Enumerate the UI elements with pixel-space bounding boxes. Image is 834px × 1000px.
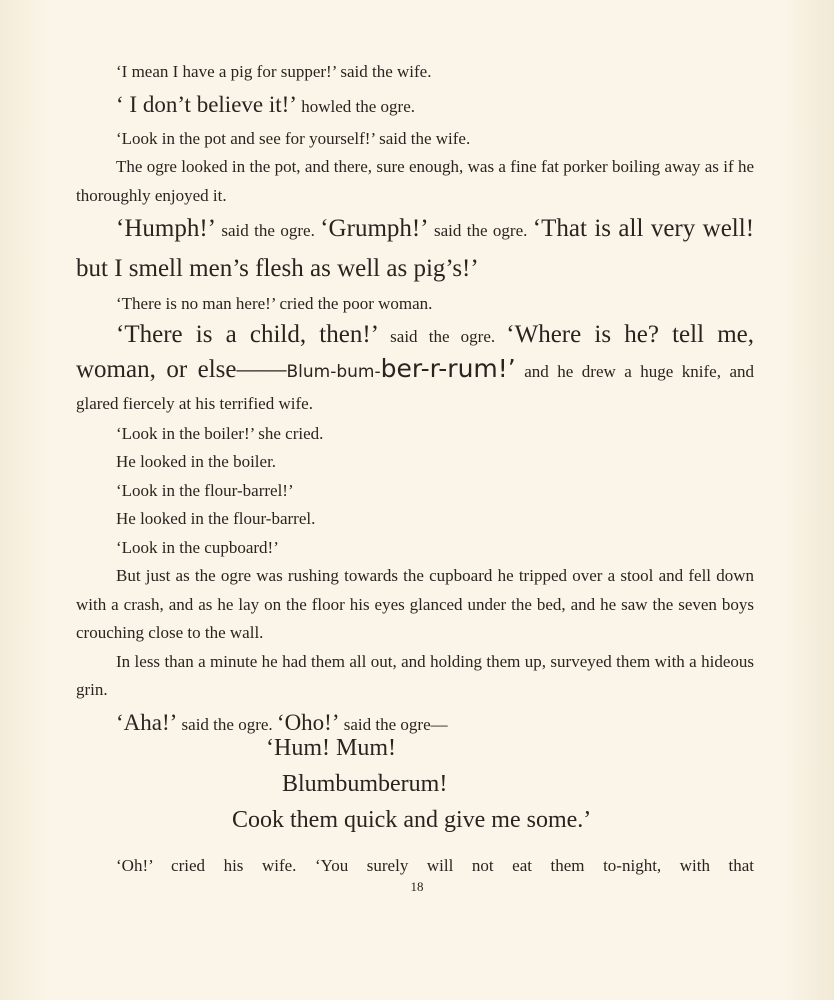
ogre-roar: ber-r-rum!’ xyxy=(380,353,516,383)
paragraph xyxy=(76,87,754,125)
ogre-exclamation: ‘Oho!’ xyxy=(276,709,340,735)
paragraph: ‘I mean I have a pig for supper!’ said the wife. xyxy=(116,62,432,81)
song-line: ‘Hum! Mum! xyxy=(266,735,396,761)
paragraph: ‘Look in the cupboard!’ xyxy=(116,537,279,557)
paragraph-text: said the ogre— xyxy=(339,714,448,734)
closing-paragraph xyxy=(76,852,754,880)
paragraph: But just as the ogre was rushing towards the cupboard he tripped over a stool and fell down with a crash, and as he lay on the floor his eyes glanced under the bed, and he saw the seven boys crouching close to the wall. xyxy=(76,566,754,642)
paragraph: ‘There is no man here!’ cried the poor woman. xyxy=(116,294,433,313)
paragraph: The ogre looked in the pot, and there, sure enough, was a fine fat porker boiling away as if he thoroughly enjoyed it. xyxy=(76,157,754,205)
ogre-exclamation: ‘Humph!’ xyxy=(116,215,216,242)
song-line: Cook them quick and give me some.’ xyxy=(232,807,592,833)
paragraph: In less than a minute he had them all out, and holding them up, surveyed them with a hideous grin. xyxy=(76,651,754,699)
paragraph: ‘Look in the pot and see for yourself!’ said the wife. xyxy=(116,128,471,148)
paragraph: He looked in the boiler. xyxy=(116,452,277,471)
paragraph-text: and he drew a huge knife, and glared fiercely at his terrified wife. xyxy=(76,361,755,413)
song-line: Blumbumberum! xyxy=(282,771,448,797)
paragraph-text: howled the ogre. xyxy=(296,96,415,116)
paragraph xyxy=(76,319,754,420)
paragraph: He looked in the flour-barrel. xyxy=(116,509,316,528)
story-text xyxy=(76,58,754,743)
paragraph-text: said the ogre. xyxy=(428,221,533,240)
paragraph: ‘Look in the boiler!’ she cried. xyxy=(116,423,324,443)
ogre-exclamation: ‘There is a child, then!’ xyxy=(116,320,379,348)
paragraph: ‘Oh!’ cried his wife. ‘You surely will not eat them to-night, with that xyxy=(116,856,754,875)
ogre-exclamation: ‘ I don’t believe it!’ xyxy=(116,91,297,117)
ogre-exclamation: ‘That is all very well! but I smell men’s flesh as well as pig’s!’ xyxy=(76,215,755,282)
ogre-song xyxy=(232,730,591,838)
ogre-roar: Blum-bum- xyxy=(286,361,381,382)
paragraph-text: said the ogre. xyxy=(379,326,507,346)
ogre-exclamation: ‘Where is he? tell me, woman, or else—— xyxy=(76,320,754,383)
paragraph xyxy=(76,210,754,290)
ogre-exclamation: ‘Grumph!’ xyxy=(320,215,429,242)
paragraph-text: said the ogre. xyxy=(215,221,321,240)
paragraph-text: said the ogre. xyxy=(177,714,277,734)
paragraph: ‘Look in the flour-barrel!’ xyxy=(116,480,294,500)
ogre-exclamation: ‘Aha!’ xyxy=(116,709,178,735)
page-number: 18 xyxy=(410,879,424,894)
